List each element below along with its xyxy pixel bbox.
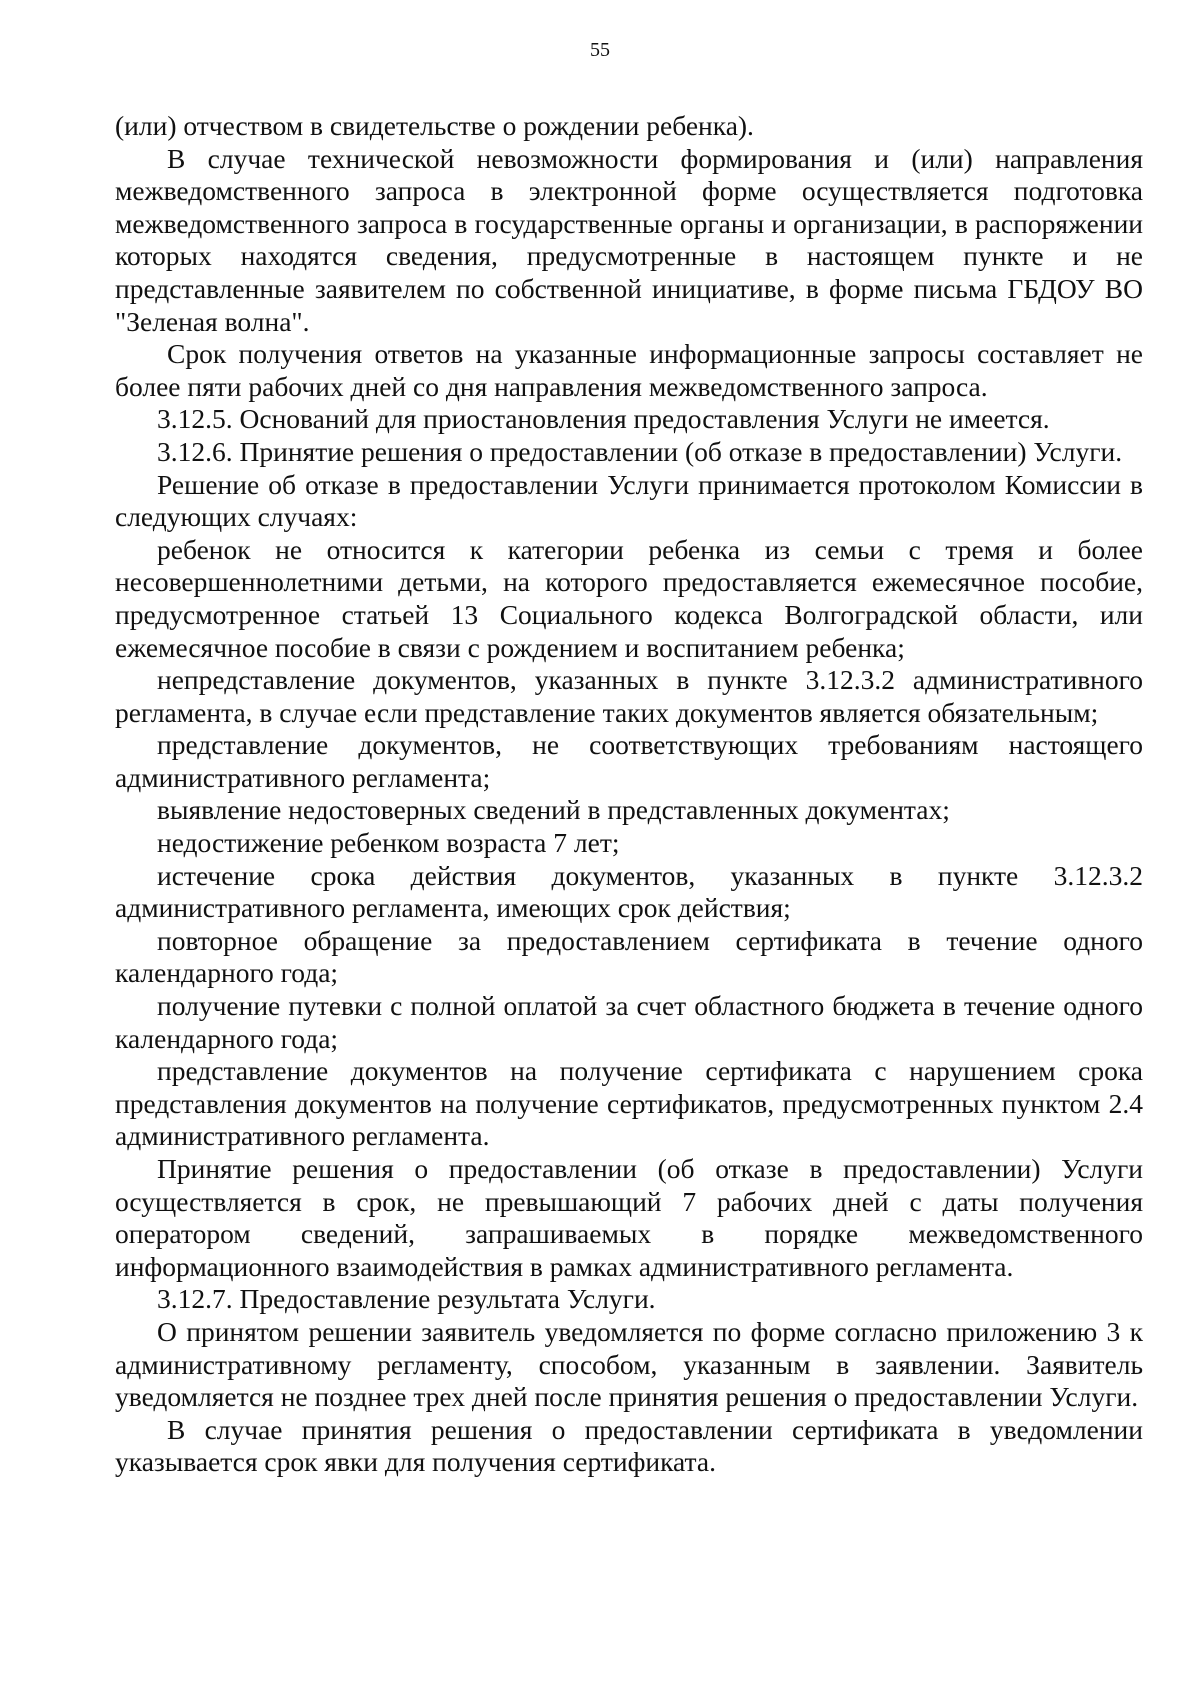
list-item-refusal-reason: повторное обращение за предоставлением сертификата в течение одного календарного года; [115,924,1143,989]
paragraph-decision-term: Принятие решения о предоставлении (об отказе в предоставлении) Услуги осуществляется в срок, не превышающий 7 рабочих дней с даты получения оператором сведений, запрашиваемых в порядке межведомственного информационного взаимодействия в рамках административного регламента. [115,1153,1143,1282]
list-item-refusal-reason: непредставление документов, указанных в пункте 3.12.3.2 административного регламента, в случае если представление таких документов является обязательным; [115,664,1143,728]
clause-3-12-6: 3.12.6. Принятие решения о предоставлении (об отказе в предоставлении) Услуги. [157,435,1123,467]
list-item-refusal-reason: недостижение ребенком возраста 7 лет; [157,827,620,859]
paragraph-continuation: (или) отчеством в свидетельстве о рождении ребенка). [115,110,754,141]
list-item-refusal-reason: получение путевки с полной оплатой за счет областного бюджета в течение одного календарного года; [115,990,1143,1054]
paragraph-response-deadline: Срок получения ответов на указанные информационные запросы составляет не более пяти рабочих дней со дня направления межведомственного запроса. [115,338,1143,402]
paragraph-notification: О принятом решении заявитель уведомляется по форме согласно приложению 3 к административному регламенту, способом, указанным в заявлении. Заявитель уведомляется не позднее трех дней после принятия решения о предоставлении Услуги. [115,1315,1143,1413]
list-item-refusal-reason: представление документов на получение сертификата с нарушением срока представления документов на получение сертификатов, предусмотренных пунктом 2.4 административного регламента. [115,1055,1143,1152]
page-number: 55 [590,39,610,61]
paragraph-refusal-decision: Решение об отказе в предоставлении Услуги принимается протоколом Комиссии в следующих случаях: [115,468,1143,533]
clause-3-12-7: 3.12.7. Предоставление результата Услуги. [157,1283,656,1315]
list-item-refusal-reason: выявление недостоверных сведений в представленных документах; [157,794,950,826]
clause-3-12-5: 3.12.5. Оснований для приостановления предоставления Услуги не имеется. [157,403,1050,435]
paragraph-certificate-appearance: В случае принятия решения о предоставлении сертификата в уведомлении указывается срок явки для получения сертификата. [115,1413,1143,1478]
list-item-refusal-reason: истечение срока действия документов, указанных в пункте 3.12.3.2 административного регламента, имеющих срок действия; [115,859,1143,924]
document-body [115,110,1143,1479]
paragraph-technical-impossibility: В случае технической невозможности формирования и (или) направления межведомственного запроса в электронной форме осуществляется подготовка межведомственного запроса в государственные органы и организации, в распоряжении которых находятся сведения, предусмотренные в настоящем пункте и не представленные заявителем по собственной инициативе, в форме письма ГБДОУ ВО "Зеленая волна". [115,142,1143,337]
list-item-refusal-reason: представление документов, не соответствующих требованиям настоящего административного регламента; [115,729,1143,793]
list-item-refusal-reason: ребенок не относится к категории ребенка из семьи с тремя и более несовершеннолетними детьми, на которого предоставляется ежемесячное пособие, предусмотренное статьей 13 Социального кодекса Волгоградской области, или ежемесячное пособие в связи с рождением и воспитанием ребенка; [115,533,1143,663]
